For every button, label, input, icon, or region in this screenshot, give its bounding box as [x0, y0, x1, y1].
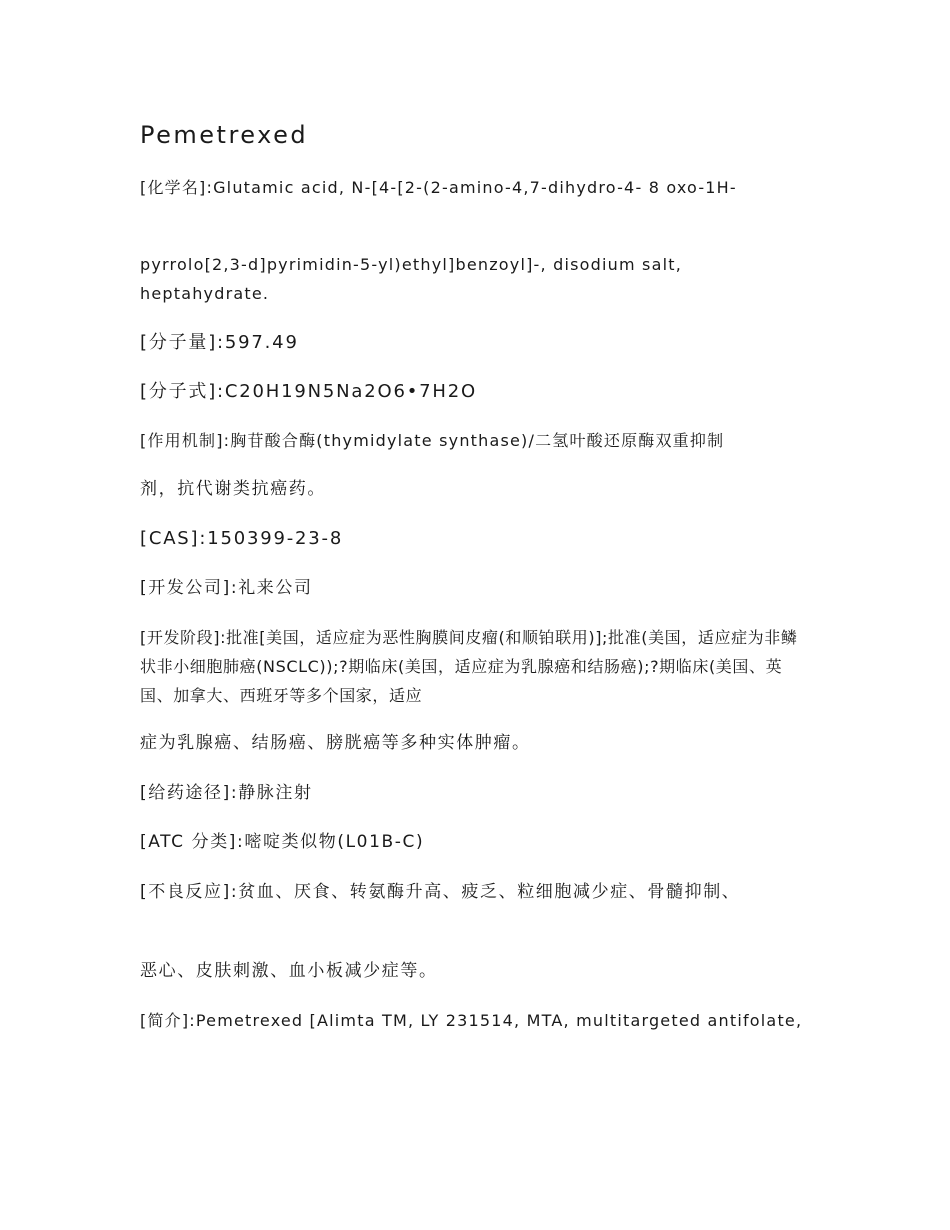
introduction-paragraph: [简介]:Pemetrexed [Alimta TM, LY 231514, MTA, multitargeted antifolate, — [140, 1011, 803, 1030]
page-title: Pemetrexed — [140, 121, 309, 149]
chemical-name-paragraph: [化学名]:Glutamic acid, N-[4-[2-(2-amino-4,7-dihydro-4- 8 oxo-1H- — [140, 178, 737, 197]
cas-number: [CAS]:150399-23-8 — [140, 528, 344, 549]
molecular-formula: [分子式]:C20H19N5Na2O6•7H2O — [140, 381, 477, 402]
atc-classification: [ATC 分类]:嘧啶类似物(L01B-C) — [140, 832, 425, 852]
chemical-name-continuation: pyrrolo[2,3-d]pyrimidin-5-yl)ethyl]benzoyl]-, disodium salt, heptahydrate. — [140, 255, 682, 303]
adverse-reactions-continuation: 恶心、皮肤刺激、血小板减少症等。 — [140, 961, 438, 981]
mechanism-paragraph: [作用机制]:胸苷酸合酶(thymidylate synthase)/二氢叶酸还原酶双重抑制 — [140, 431, 725, 450]
development-stage-paragraph: [开发阶段]:批准[美国，适应症为恶性胸膜间皮瘤(和顺铂联用)];批准(美国，适应症为非鳞状非小细胞肺癌(NSCLC));?期临床(美国，适应症为乳腺癌和结肠癌);?期临床(美国、英国、加拿大、西班牙等多个国家，适应 — [140, 628, 798, 705]
administration-route: [给药途径]:静脉注射 — [140, 783, 313, 803]
development-stage-continuation: 症为乳腺癌、结肠癌、膀胱癌等多种实体肿瘤。 — [140, 733, 531, 753]
developer-company: [开发公司]:礼来公司 — [140, 578, 313, 598]
adverse-reactions-paragraph: [不良反应]:贫血、厌食、转氨酶升高、疲乏、粒细胞减少症、骨髓抑制、 — [140, 882, 741, 902]
molecular-weight: [分子量]:597.49 — [140, 332, 299, 353]
mechanism-continuation: 剂，抗代谢类抗癌药。 — [140, 479, 326, 499]
